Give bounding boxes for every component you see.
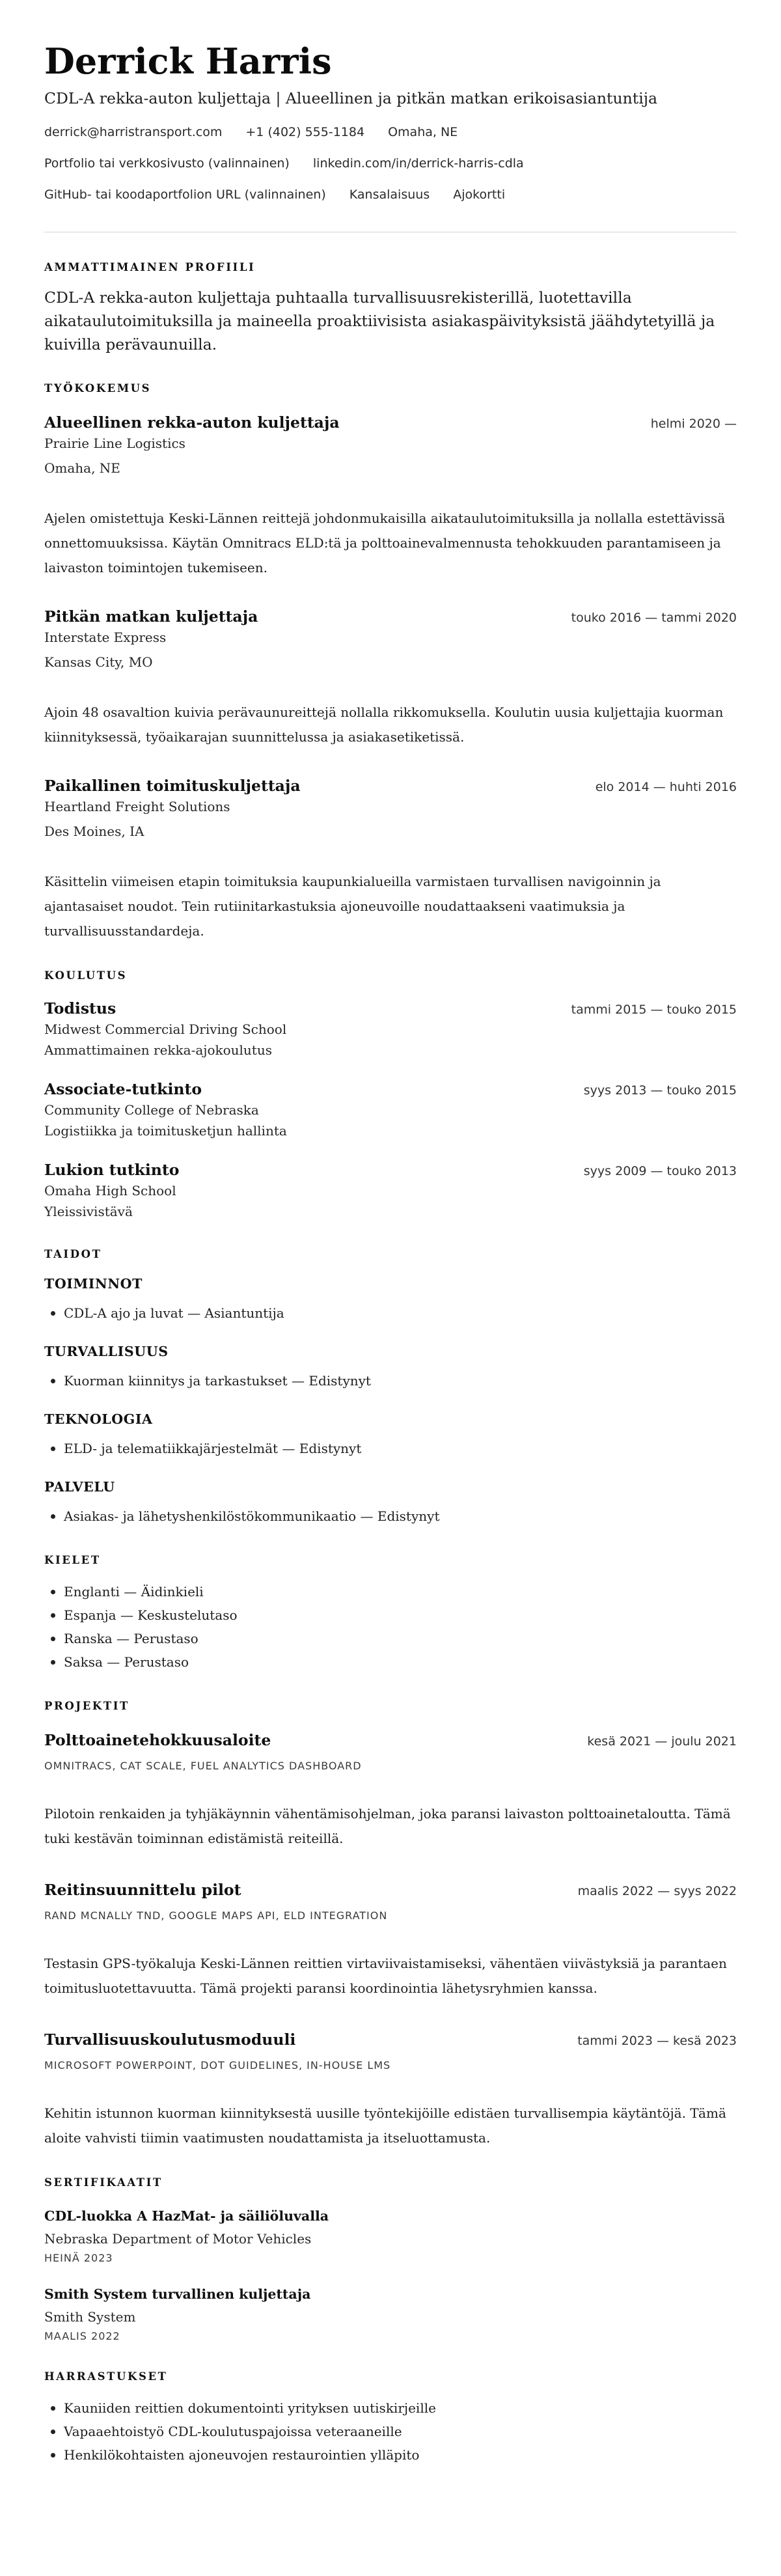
contact-license: Ajokortti: [453, 187, 506, 202]
languages-heading: KIELET: [44, 1554, 101, 1566]
skill-group: [44, 1477, 737, 1528]
certification-date: HEINÄ 2023: [44, 2252, 113, 2264]
contact-citizenship: Kansalaisuus: [349, 187, 430, 202]
interest-item: Henkilökohtaisten ajoneuvojen restaurointien ylläpito: [44, 2443, 737, 2467]
project-tech: RAND MCNALLY TND, GOOGLE MAPS API, ELD INTEGRATION: [44, 1909, 388, 1922]
projects-heading: PROJEKTIT: [44, 1700, 130, 1712]
job-title: Paikallinen toimituskuljettaja: [44, 777, 301, 795]
degree-title: Associate-tutkinto: [44, 1080, 202, 1098]
study-field: Yleissivistävä: [44, 1204, 133, 1219]
contact-linkedin[interactable]: linkedin.com/in/derrick-harris-cdla: [312, 156, 524, 171]
degree-title: Lukion tutkinto: [44, 1161, 180, 1179]
contact-phone[interactable]: +1 (402) 555-1184: [245, 125, 365, 139]
job-dates: touko 2016 — tammi 2020: [571, 611, 737, 625]
profile-section: [44, 260, 737, 356]
job-description: Käsittelin viimeisen etapin toimituksia kaupunkialueilla varmistaen turvallisen navigoinnin ja ajantasaiset noudot. Tein rutiinitarkastuksia ajoneuvoille noudattaakseni vaatimuksia ja turvallisuusstandardeja.: [44, 874, 661, 939]
certification-name: Smith System turvallinen kuljettaja: [44, 2286, 311, 2302]
language-item: Englanti — Äidinkieli: [44, 1580, 737, 1603]
experience-entry: [44, 606, 737, 749]
skill-group: [44, 1409, 737, 1460]
job-dates: elo 2014 — huhti 2016: [595, 780, 737, 794]
certifications-section: [44, 2175, 737, 2344]
job-company: Interstate Express: [44, 630, 167, 645]
job-dates: helmi 2020 —: [650, 417, 737, 431]
candidate-headline: CDL-A rekka-auton kuljettaja | Alueellinen ja pitkän matkan erikoisasiantuntija: [44, 89, 658, 107]
skill-item: CDL-A ajo ja luvat — Asiantuntija: [44, 1301, 737, 1325]
resume-header: [44, 40, 737, 203]
skills-heading: TAIDOT: [44, 1248, 102, 1260]
project-entry: [44, 1730, 737, 1851]
project-dates: maalis 2022 — syys 2022: [577, 1884, 737, 1898]
languages-section: [44, 1553, 737, 1674]
degree-dates: syys 2013 — touko 2015: [583, 1083, 737, 1098]
project-title: Polttoainetehokkuusaloite: [44, 1731, 271, 1749]
project-tech: OMNITRACS, CAT SCALE, FUEL ANALYTICS DASHBOARD: [44, 1760, 362, 1772]
education-entry: [44, 998, 737, 1060]
degree-dates: tammi 2015 — touko 2015: [571, 1003, 737, 1017]
contact-location: Omaha, NE: [388, 125, 458, 139]
job-location: Omaha, NE: [44, 460, 120, 476]
school-name: Omaha High School: [44, 1183, 176, 1198]
project-description: Kehitin istunnon kuorman kiinnityksestä uusille työntekijöille edistäen turvallisempia käytäntöjä. Tämä aloite vahvisti tiimin vaatimusten noudattamista ja itseluottamusta.: [44, 2105, 726, 2146]
education-entry: [44, 1159, 737, 1222]
interest-item: Vapaaehtoistyö CDL-koulutuspajoissa veteraaneille: [44, 2420, 737, 2443]
contact-portfolio[interactable]: Portfolio tai verkkosivusto (valinnainen): [44, 156, 290, 171]
job-title: Alueellinen rekka-auton kuljettaja: [44, 413, 340, 432]
study-field: Ammattimainen rekka-ajokoulutus: [44, 1042, 272, 1058]
certification-name: CDL-luokka A HazMat- ja säiliöluvalla: [44, 2208, 329, 2224]
interest-item: Kauniiden reittien dokumentointi yrityksen uutiskirjeille: [44, 2396, 737, 2420]
profile-heading: AMMATTIMAINEN PROFIILI: [44, 261, 256, 273]
job-description: Ajoin 48 osavaltion kuivia perävaunureittejä nollalla rikkomuksella. Koulutin uusia kuljettajia kuorman kiinnityksessä, työaikarajan suunnittelussa ja asiakasetiketissä.: [44, 704, 724, 745]
certification-date: MAALIS 2022: [44, 2330, 120, 2342]
project-description: Testasin GPS-työkaluja Keski-Lännen reittien virtaviivaistamiseksi, vähentäen viivästyksiä ja parantaen toimitusluotettavuutta. Tämä projekti paransi koordinointia lähetysryhmien kanssa.: [44, 1956, 727, 1996]
interests-heading: HARRASTUKSET: [44, 2370, 168, 2383]
project-title: Turvallisuuskoulutusmoduuli: [44, 2030, 296, 2049]
contact-row-2: [44, 155, 737, 172]
education-heading: KOULUTUS: [44, 969, 128, 982]
skill-item: Kuorman kiinnitys ja tarkastukset — Edistynyt: [44, 1369, 737, 1392]
skill-category: TEKNOLOGIA: [44, 1411, 153, 1427]
school-name: Midwest Commercial Driving School: [44, 1021, 287, 1037]
project-description: Pilotoin renkaiden ja tyhjäkäynnin vähentämisohjelman, joka paransi laivaston polttoainetaloutta. Tämä tuki kestävän toiminnan edistämistä reiteillä.: [44, 1806, 731, 1846]
school-name: Community College of Nebraska: [44, 1102, 259, 1118]
job-location: Des Moines, IA: [44, 824, 144, 839]
language-item: Ranska — Perustaso: [44, 1627, 737, 1650]
experience-section: [44, 381, 737, 943]
education-section: [44, 968, 737, 1222]
skill-group: [44, 1274, 737, 1325]
skill-item: Asiakas- ja lähetyshenkilöstökommunikaatio — Edistynyt: [44, 1504, 737, 1528]
skills-section: [44, 1247, 737, 1528]
certification-issuer: Smith System: [44, 2309, 136, 2325]
skill-category: TURVALLISUUS: [44, 1344, 169, 1359]
experience-entry: [44, 412, 737, 580]
contact-row-3: [44, 186, 737, 203]
project-entry: [44, 1879, 737, 2001]
skill-item: ELD- ja telematiikkajärjestelmät — Edistynyt: [44, 1437, 737, 1460]
candidate-name: Derrick Harris: [44, 40, 332, 82]
job-description: Ajelen omistettuja Keski-Lännen reittejä johdonmukaisilla aikataulutoimituksilla ja nollalla estettävissä onnettomuuksissa. Käytän Omnitracs ELD:tä ja polttoainevalmennusta tehokkuuden parantamiseen ja laivaston toimintojen tukemiseen.: [44, 510, 726, 575]
skill-group: [44, 1342, 737, 1392]
project-dates: kesä 2021 — joulu 2021: [587, 1734, 737, 1749]
certification-entry: [44, 2206, 737, 2266]
projects-section: [44, 1698, 737, 2150]
language-item: Saksa — Perustaso: [44, 1650, 737, 1674]
profile-summary: CDL-A rekka-auton kuljettaja puhtaalla turvallisuusrekisterillä, luotettavilla aikataulutoimituksilla ja maineella proaktiivisista asiakaspäivityksistä jäähdytetyillä ja kuivilla perävaunuilla.: [44, 288, 715, 353]
degree-dates: syys 2009 — touko 2013: [583, 1164, 737, 1178]
project-title: Reitinsuunnittelu pilot: [44, 1881, 241, 1899]
certifications-heading: SERTIFIKAATIT: [44, 2176, 163, 2189]
study-field: Logistiikka ja toimitusketjun hallinta: [44, 1123, 287, 1139]
interests-section: [44, 2369, 737, 2467]
project-entry: [44, 2029, 737, 2150]
contact-github[interactable]: GitHub- tai koodaportfolion URL (valinnainen): [44, 187, 326, 202]
certification-issuer: Nebraska Department of Motor Vehicles: [44, 2231, 312, 2247]
experience-entry: [44, 775, 737, 943]
skill-category: PALVELU: [44, 1479, 115, 1495]
certification-entry: [44, 2284, 737, 2344]
language-item: Espanja — Keskustelutaso: [44, 1603, 737, 1627]
project-tech: MICROSOFT POWERPOINT, DOT GUIDELINES, IN-HOUSE LMS: [44, 2059, 391, 2071]
project-dates: tammi 2023 — kesä 2023: [577, 2034, 737, 2048]
experience-heading: TYÖKOKEMUS: [44, 382, 152, 395]
job-title: Pitkän matkan kuljettaja: [44, 607, 258, 626]
job-location: Kansas City, MO: [44, 654, 153, 670]
job-company: Prairie Line Logistics: [44, 436, 185, 451]
contact-row-1: [44, 124, 737, 141]
education-entry: [44, 1079, 737, 1141]
contact-email[interactable]: derrick@harristransport.com: [44, 125, 223, 139]
degree-title: Todistus: [44, 999, 116, 1018]
job-company: Heartland Freight Solutions: [44, 799, 230, 814]
skill-category: TOIMINNOT: [44, 1276, 143, 1292]
